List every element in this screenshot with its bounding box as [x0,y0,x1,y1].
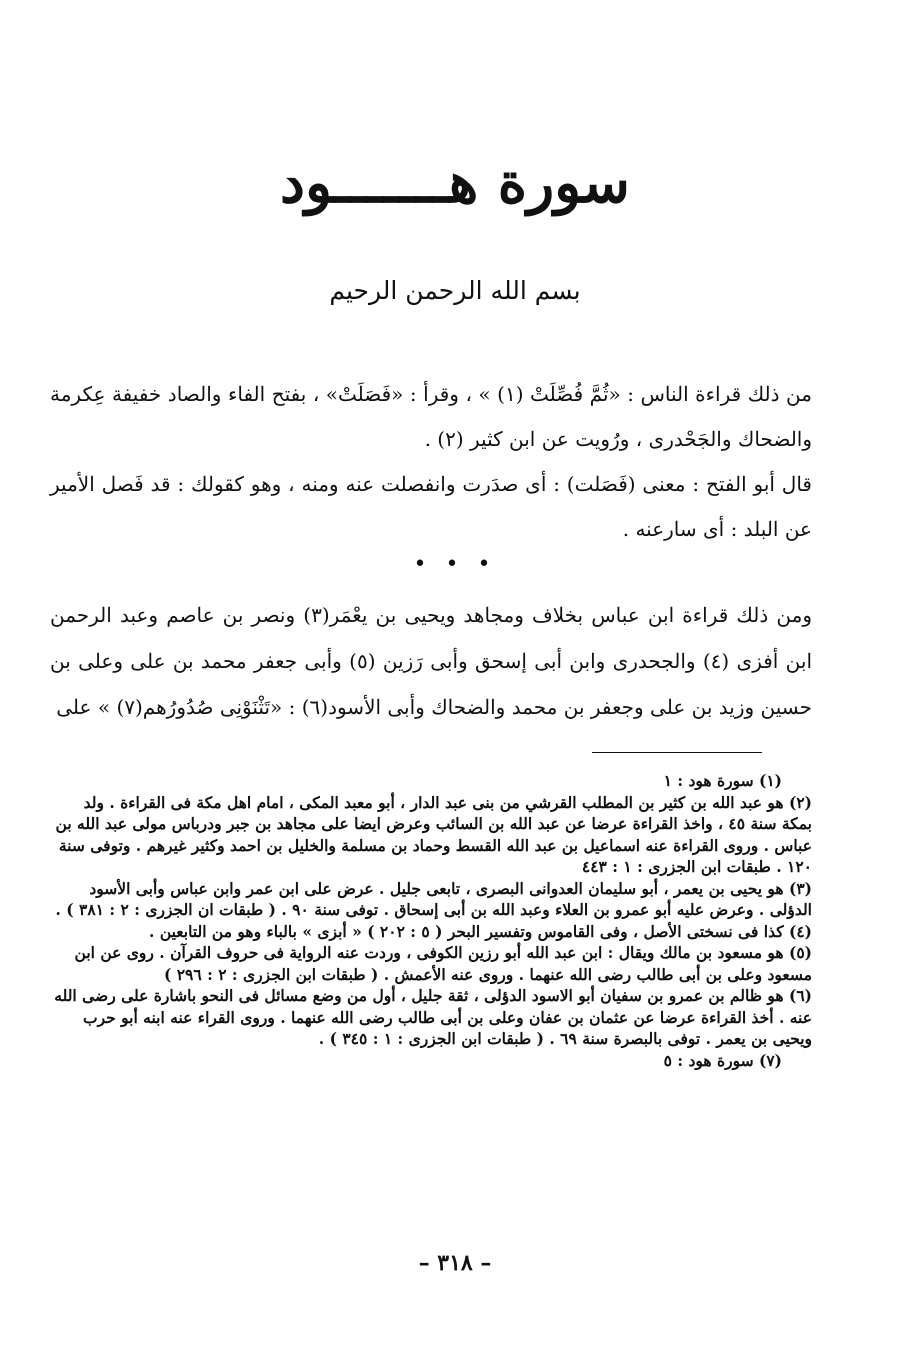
footnotes [50,770,812,1071]
basmala: بسم الله الرحمن الرحيم [329,276,581,305]
paragraph-abu-al-fath: قال أبو الفتح : معنى (فَصَلت) : أى صدَرت وانفصلت عنه ومنه ، وهو كقولك : قد فَصل الأمير عن البلد : أى سارعنه . [50,472,812,541]
paragraph-reading-ibn-abbas: ومن ذلك قراءة ابن عباس بخلاف ومجاهد ويحيى بن يعْمَر(٣) ونصر بن عاصم وعبد الرحمن ابن أفزى (٤) والجحدرى وابن أبى إسحق وأبى رَزين (٥) وأبى جعفر محمد بن على وعلى بن حسين وزيد بن على وجعفر بن محمد والضحاك وأبى الأسود(٦) : «تَثْنَوْنِى صُدُورُهم(٧) » على [50,603,813,719]
footnote-1: (١) سورة هود : ١ [663,771,782,790]
section-separator: • • • [413,552,497,577]
footnote-divider [592,752,762,753]
footnote-7: (٧) سورة هود : ٥ [663,1050,782,1070]
page-number: – ٣١٨ – [418,1250,492,1276]
paragraph-reading-fussilat: من ذلك قراءة الناس : «ثُمَّ فُصِّلَتْ (١) » ، وقرأ : «فَصَلَتْ» ، بفتح الفاء والصاد خفيفة عِكرمة والضحاك والجَحْدرى ، ورُويت عن ابن كثير (٢) . [50,382,812,451]
footnote-6: (٦) هو ظالم بن عمرو بن سفيان أبو الاسود الدؤلى ، ثقة جليل ، أول من وضع مسائل فى النحو باشارة على رضى الله عنه . أخذ القراءة عرضا عن عثمان بن عفان وعلى بن أبى طالب رضى الله عنهما . وروى القراء عنه ابنه أبو حرب ويحيى بن يعمر . توفى بالبصرة سنة ٦٩ . ( طبقات ابن الجزرى : ١ : ٣٤٥ ) . [54,986,812,1048]
footnote-5: (٥) هو مسعود بن مالك ويقال : ابن عبد الله أبو رزين الكوفى ، وردت عنه الرواية فى حروف القرآن . روى عن ابن مسعود وعلى بن أبى طالب رضى الله عنهما . وروى عنه الأعمش . ( طبقات ابن الجزرى : ٢ : ٢٩٦ ) [74,943,812,984]
main-text-block-1 [50,372,812,552]
footnote-4: (٤) كذا فى نسختى الأصل ، وفى القاموس وتفسير البحر ( ٥ : ٢٠٢ ) « أبزى » بالباء وهو من التابعين . [149,921,812,941]
footnote-3: (٣) هو يحيى بن يعمر ، أبو سليمان العدوانى البصرى ، تابعى جليل . عرض على ابن عمر وابن عباس وأبى الأسود الدؤلى . وعرض عليه أبو عمرو بن العلاء وعبد الله بن أبى إسحاق . توفى سنة ٩٠ . ( طبقات ان الجزرى : ٢ : ٣٨١ ) . [55,878,812,919]
footnote-2: (٢) هو عبد الله بن كثير بن المطلب القرشي من بنى عبد الدار ، أبو معبد المكى ، امام اهل مكة فى القراءة . ولد بمكة سنة ٤٥ ، واخذ القراءة عرضا عن عبد الله بن السائب وعرض ايضا على مجاهد بن جبر ودرباس مولى عبد الله بن عباس . وروى القراءة عنه اسماعيل بن عبد الله القسط وحماد بن مسلمة والخليل بن احمد وكثير غيرهم . وتوفى سنة ١٢٠ . طبقات ابن الجزرى : ١ : ٤٤٣ [55,792,812,876]
surah-title: سورة هـــــــود [280,150,630,216]
main-text-block-2 [50,592,812,730]
